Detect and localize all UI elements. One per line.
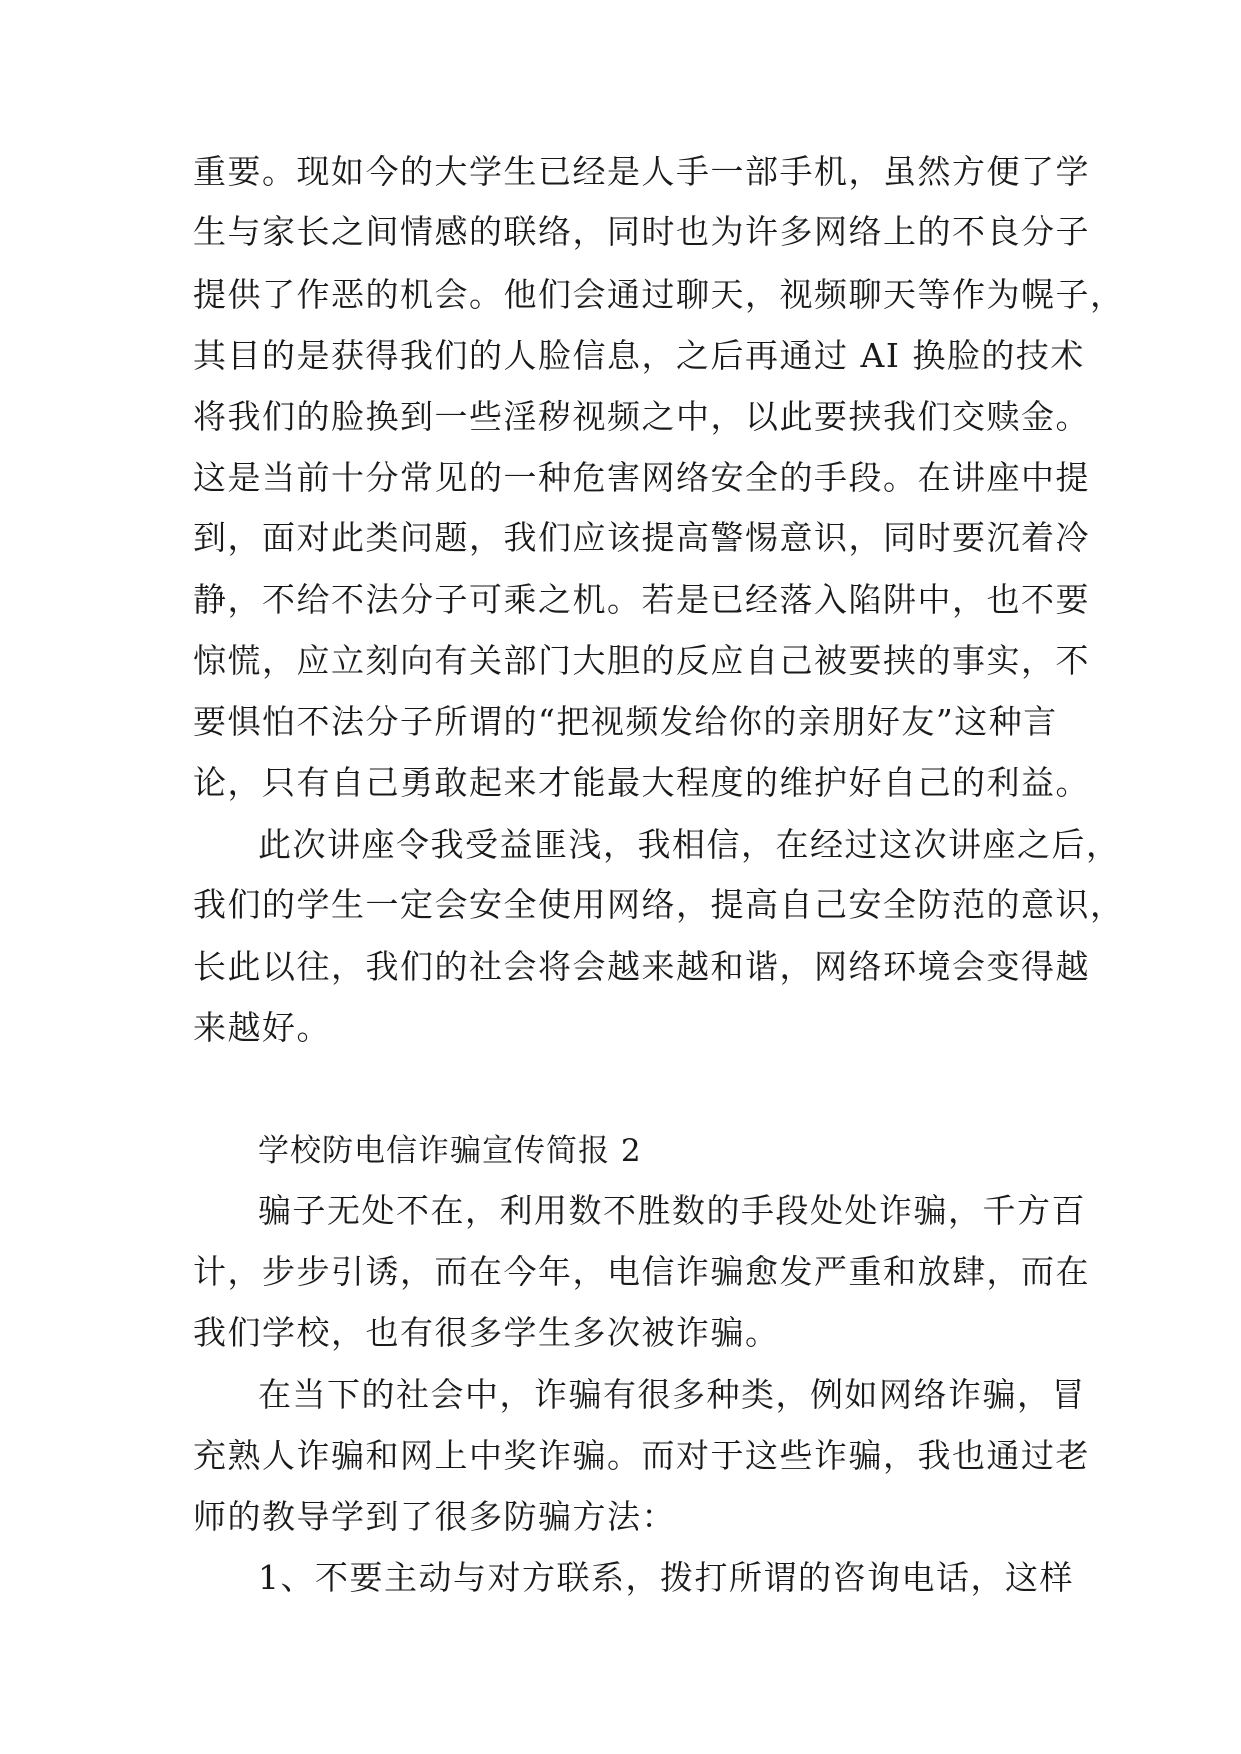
text-line: 惊慌，应立刻向有关部门大胆的反应自己被要挟的事实，不	[193, 641, 1090, 680]
paragraph-first-line: 此次讲座令我受益匪浅，我相信，在经过这次讲座之后，	[258, 825, 1121, 864]
text-line: 充熟人诈骗和网上中奖诈骗。而对于这些诈骗，我也通过老	[193, 1436, 1090, 1475]
text-line: 长此以往，我们的社会将会越来越和谐，网络环境会变得越	[193, 947, 1090, 986]
paragraph-first-line: 在当下的社会中，诈骗有很多种类，例如网络诈骗，冒	[258, 1375, 1086, 1414]
text-line: 生与家长之间情感的联络，同时也为许多网络上的不良分子	[193, 212, 1090, 251]
text-line: 计，步步引诱，而在今年，电信诈骗愈发严重和放肆，而在	[193, 1252, 1090, 1291]
text-line: 将我们的脸换到一些淫秽视频之中，以此要挟我们交赎金。	[193, 397, 1090, 436]
text-line: 这是当前十分常见的一种危害网络安全的手段。在讲座中提	[193, 458, 1090, 497]
text-line: 论，只有自己勇敢起来才能最大程度的维护好自己的利益。	[193, 763, 1090, 802]
text-line: 来越好。	[193, 1008, 331, 1047]
text-line: 我们的学生一定会安全使用网络，提高自己安全防范的意识，	[193, 885, 1125, 924]
text-line: 静，不给不法分子可乘之机。若是已经落入陷阱中，也不要	[193, 580, 1090, 619]
text-line: 提供了作恶的机会。他们会通过聊天，视频聊天等作为幌子，	[193, 275, 1125, 314]
section-title: 学校防电信诈骗宣传简报 2	[258, 1133, 642, 1169]
paragraph-first-line: 骗子无处不在，利用数不胜数的手段处处诈骗，千方百	[258, 1191, 1086, 1230]
text-line: 师的教导学到了很多防骗方法：	[193, 1497, 676, 1536]
list-item: 1、不要主动与对方联系，拨打所谓的咨询电话，这样	[258, 1558, 1074, 1597]
text-line: 其目的是获得我们的人脸信息，之后再通过 AI 换脸的技术	[193, 336, 1085, 375]
text-line: 重要。现如今的大学生已经是人手一部手机，虽然方便了学	[193, 152, 1090, 191]
text-line: 要惧怕不法分子所谓的“把视频发给你的亲朋好友”这种言	[193, 702, 1058, 741]
text-line: 我们学校，也有很多学生多次被诈骗。	[193, 1313, 780, 1352]
text-line: 到，面对此类问题，我们应该提高警惕意识，同时要沉着冷	[193, 518, 1090, 557]
